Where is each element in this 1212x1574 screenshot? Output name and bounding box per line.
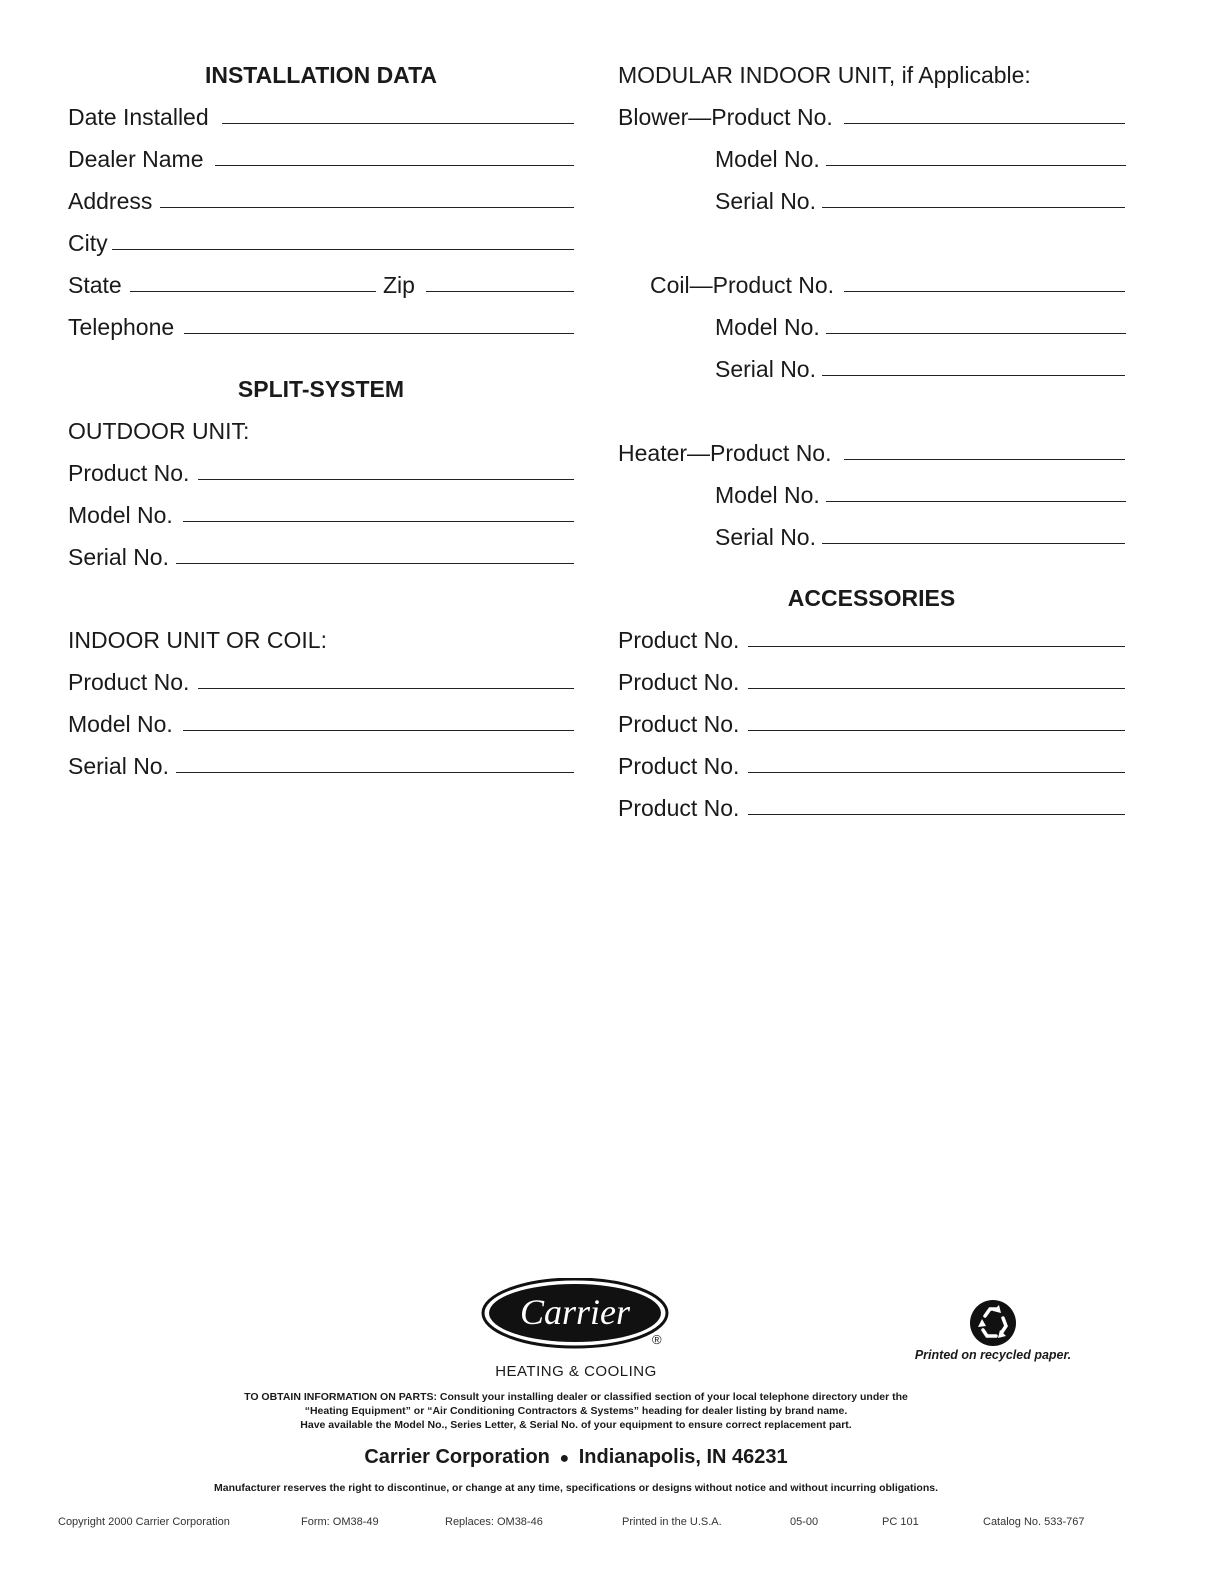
accessory-product-field[interactable] [748, 730, 1125, 731]
heater-model-field[interactable] [826, 501, 1126, 502]
blower-serial-label: Serial No. [715, 188, 816, 214]
coil-model-field[interactable] [826, 333, 1126, 334]
recycle-icon [968, 1298, 1018, 1348]
heater-serial-label: Serial No. [715, 524, 816, 550]
outdoor-model-label: Model No. [68, 502, 173, 528]
date-installed-label: Date Installed [68, 104, 209, 130]
registered-mark: ® [652, 1332, 662, 1347]
heater-serial-field[interactable] [822, 543, 1125, 544]
accessory-product-field[interactable] [748, 814, 1125, 815]
catalog-number: Catalog No. 533-767 [983, 1516, 1085, 1528]
corporation-location: Indianapolis, IN 46231 [578, 1446, 788, 1468]
accessory-product-field[interactable] [748, 772, 1125, 773]
telephone-field[interactable] [184, 333, 574, 334]
zip-label: Zip [383, 272, 415, 298]
coil-serial-label: Serial No. [715, 356, 816, 382]
parts-info-line: “Heating Equipment” or “Air Conditioning Contractors & Systems” heading for dealer listing by brand name. [304, 1405, 848, 1417]
telephone-label: Telephone [68, 314, 175, 340]
indoor-unit-label: INDOOR UNIT OR COIL: [68, 627, 327, 653]
coil-serial-field[interactable] [822, 375, 1125, 376]
printed-in: Printed in the U.S.A. [622, 1516, 722, 1528]
accessory-product-label: Product No. [618, 669, 740, 695]
indoor-model-field[interactable] [183, 730, 574, 731]
heating-cooling-tagline: HEATING & COOLING [495, 1363, 657, 1380]
parts-info-line: TO OBTAIN INFORMATION ON PARTS: Consult your installing dealer or classified section of your local telephone directory under the [244, 1391, 908, 1403]
state-field[interactable] [130, 291, 376, 292]
copyright: Copyright 2000 Carrier Corporation [58, 1516, 230, 1528]
print-date: 05-00 [790, 1516, 819, 1528]
outdoor-serial-label: Serial No. [68, 544, 169, 570]
city-field[interactable] [112, 249, 574, 250]
blower-product-label: Blower—Product No. [618, 104, 833, 130]
blower-product-field[interactable] [844, 123, 1125, 124]
bullet-icon: ● [559, 1450, 570, 1467]
carrier-logo-ellipse [480, 1278, 676, 1352]
recycled-paper-note: Printed on recycled paper. [914, 1348, 1072, 1362]
indoor-model-label: Model No. [68, 711, 173, 737]
accessory-product-label: Product No. [618, 795, 740, 821]
accessory-product-field[interactable] [748, 688, 1125, 689]
form-number: Form: OM38-49 [301, 1516, 379, 1528]
blower-serial-field[interactable] [822, 207, 1125, 208]
modular-indoor-heading: MODULAR INDOOR UNIT, if Applicable: [618, 62, 1031, 88]
outdoor-unit-label: OUTDOOR UNIT: [68, 418, 250, 444]
heater-model-label: Model No. [715, 482, 820, 508]
accessory-product-label: Product No. [618, 753, 740, 779]
heater-product-field[interactable] [844, 459, 1125, 460]
address-field[interactable] [160, 207, 574, 208]
accessory-product-label: Product No. [618, 627, 740, 653]
accessories-heading: ACCESSORIES [787, 585, 956, 611]
coil-product-label: Coil—Product No. [650, 272, 835, 298]
corporation-name: Carrier Corporation [364, 1446, 550, 1468]
corporation-line [300, 1446, 852, 1469]
state-label: State [68, 272, 122, 298]
carrier-logo [480, 1278, 676, 1352]
replaces-number: Replaces: OM38-46 [445, 1516, 543, 1528]
dealer-name-field[interactable] [215, 165, 574, 166]
disclaimer: Manufacturer reserves the right to discontinue, or change at any time, specifications or designs without notice and without incurring obligations. [213, 1482, 938, 1494]
accessory-product-field[interactable] [748, 646, 1125, 647]
indoor-product-field[interactable] [198, 688, 574, 689]
parts-info-line: Have available the Model No., Series Letter, & Serial No. of your equipment to ensure correct replacement part. [300, 1419, 852, 1431]
pc-code: PC 101 [882, 1516, 919, 1528]
outdoor-product-field[interactable] [198, 479, 574, 480]
dealer-name-label: Dealer Name [68, 146, 204, 172]
coil-model-label: Model No. [715, 314, 820, 340]
heater-product-label: Heater—Product No. [618, 440, 832, 466]
outdoor-model-field[interactable] [183, 521, 574, 522]
outdoor-serial-field[interactable] [176, 563, 574, 564]
parts-info [130, 1390, 1022, 1432]
address-label: Address [68, 188, 153, 214]
outdoor-product-label: Product No. [68, 460, 190, 486]
indoor-product-label: Product No. [68, 669, 190, 695]
carrier-logo-text: Carrier [519, 1292, 631, 1332]
city-label: City [68, 230, 108, 256]
installation-data-heading: INSTALLATION DATA [204, 62, 438, 88]
zip-field[interactable] [426, 291, 574, 292]
indoor-serial-field[interactable] [176, 772, 574, 773]
blower-model-field[interactable] [826, 165, 1126, 166]
blower-model-label: Model No. [715, 146, 820, 172]
accessory-product-label: Product No. [618, 711, 740, 737]
indoor-serial-label: Serial No. [68, 753, 169, 779]
split-system-heading: SPLIT-SYSTEM [237, 376, 405, 402]
date-installed-field[interactable] [222, 123, 574, 124]
coil-product-field[interactable] [844, 291, 1125, 292]
